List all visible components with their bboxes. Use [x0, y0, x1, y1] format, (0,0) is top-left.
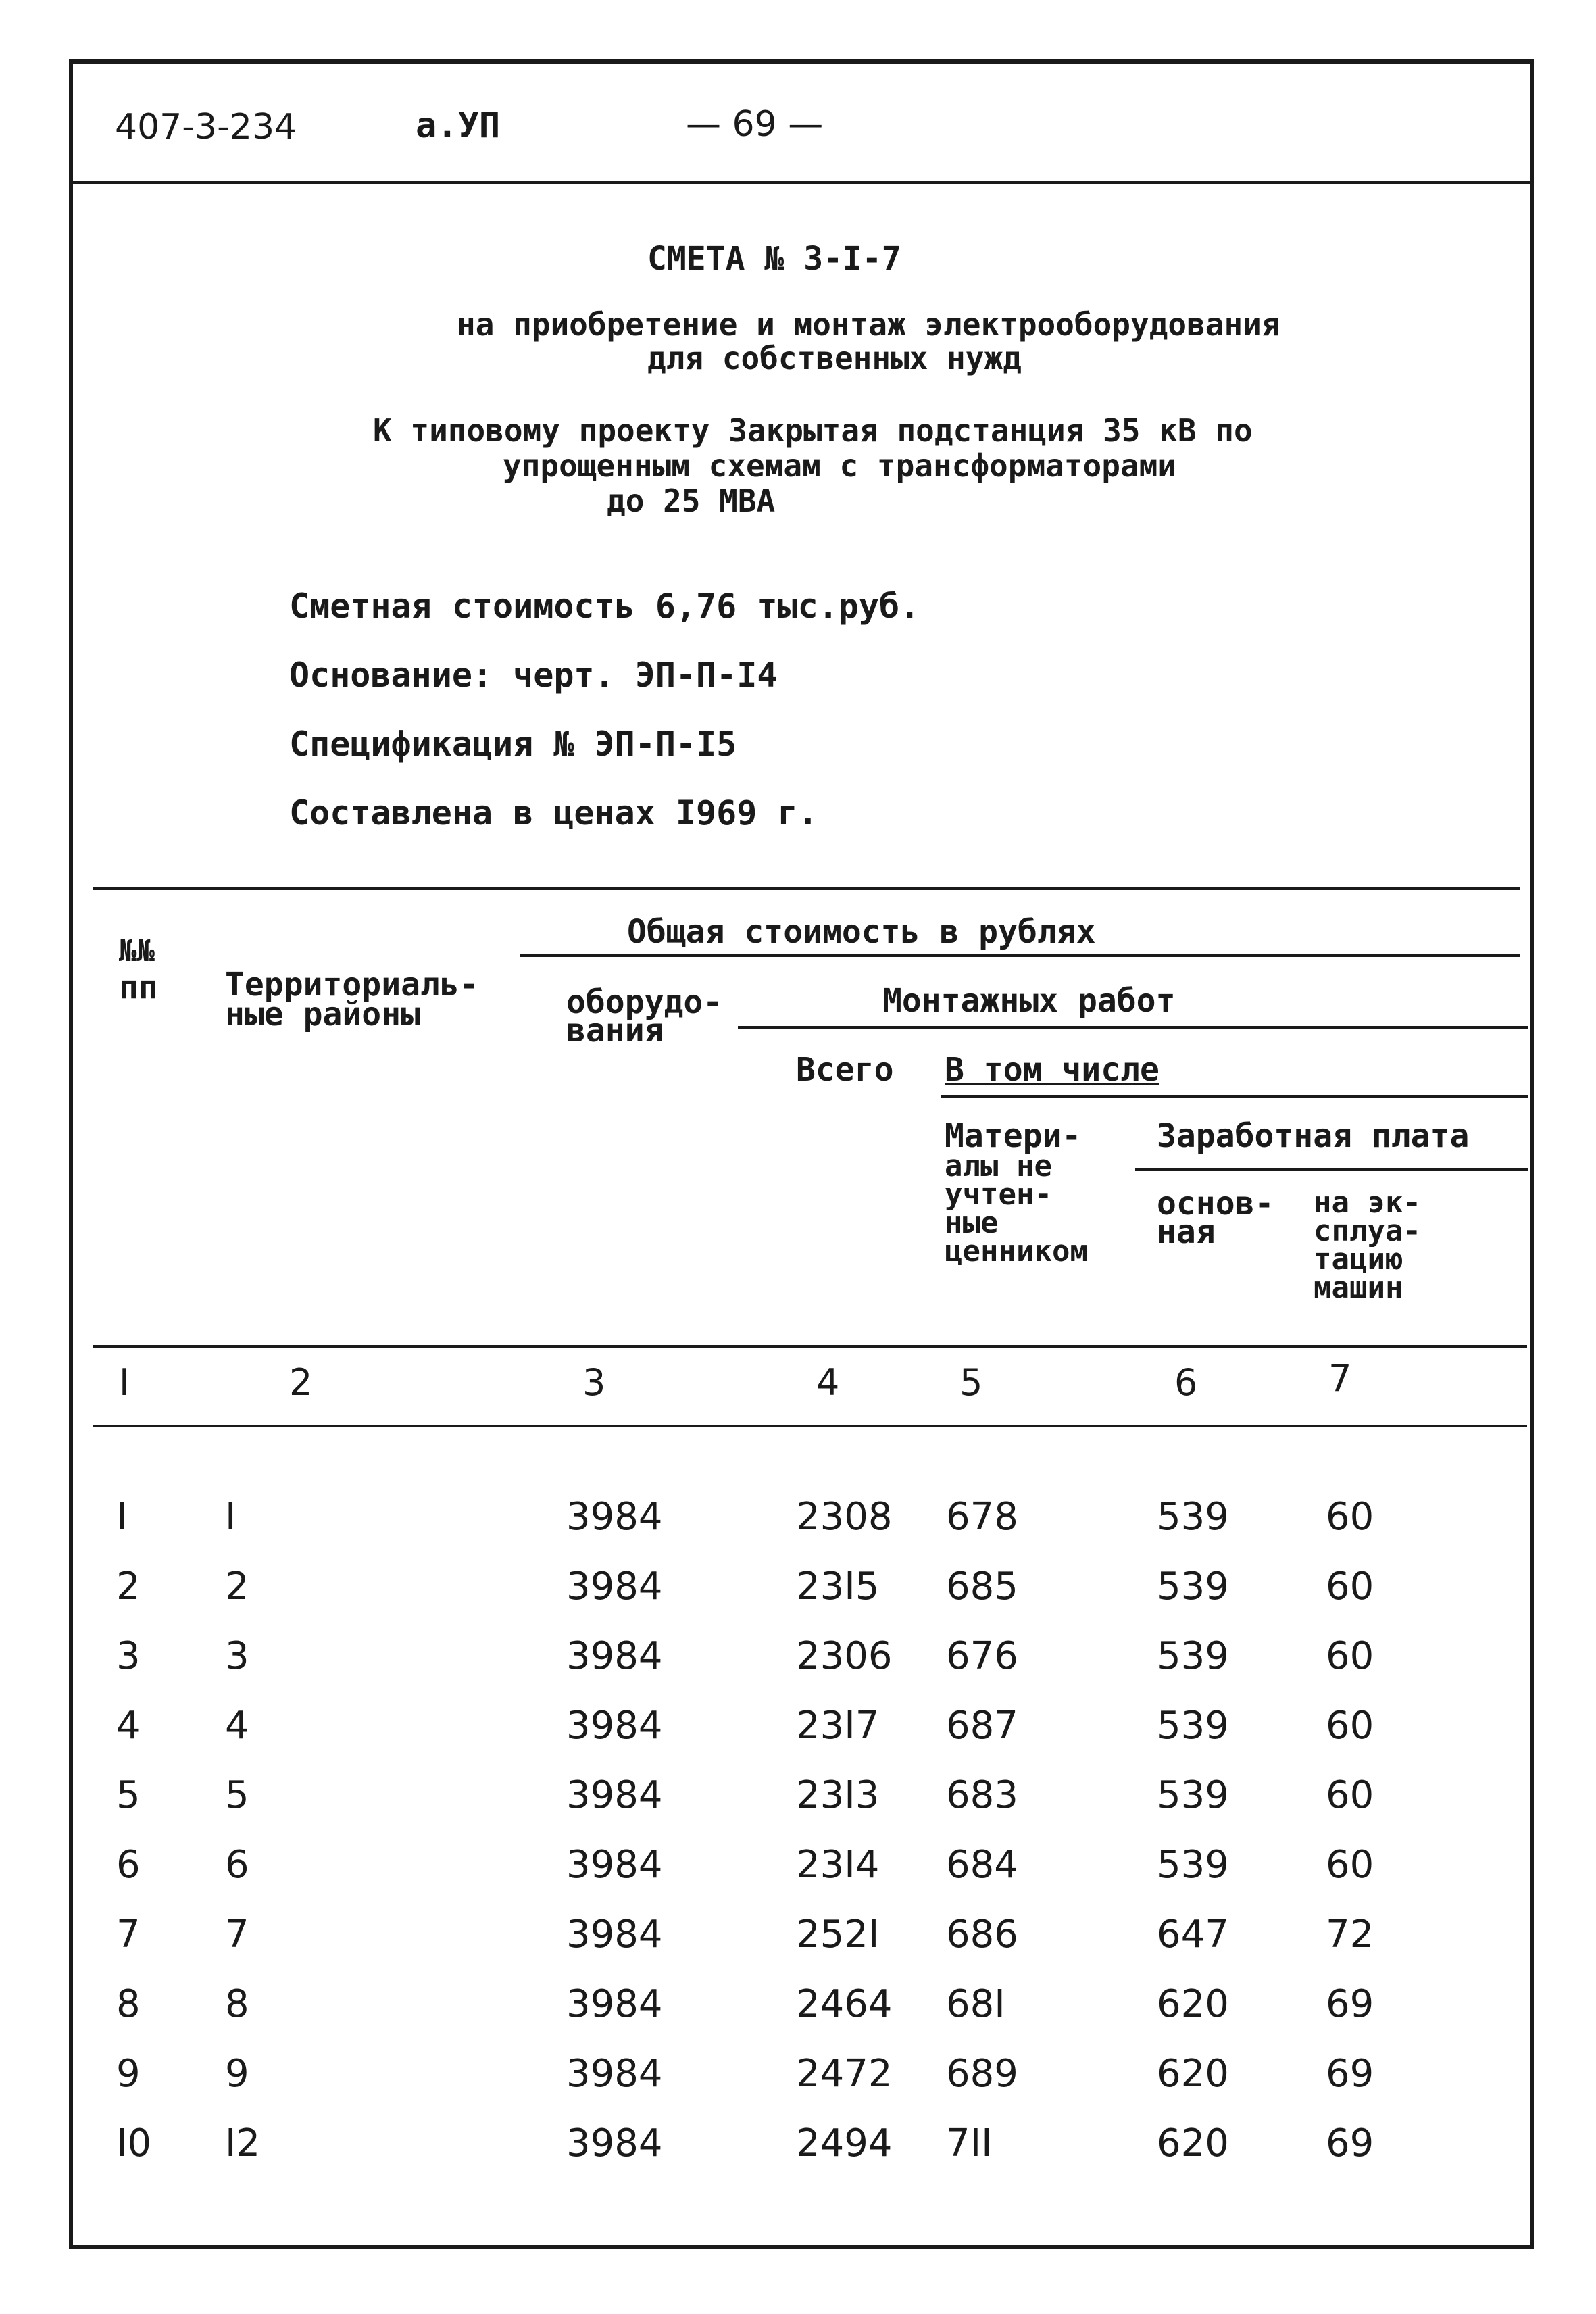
- table-cell: 620: [1157, 2052, 1229, 2096]
- table-cell: 3984: [566, 1495, 663, 1539]
- price-base: Составлена в ценах I969 г.: [289, 793, 818, 833]
- th-num-2: пп: [119, 968, 158, 1006]
- table-cell: 5: [225, 1773, 249, 1817]
- col-number: 2: [289, 1361, 313, 1404]
- specification: Спецификация № ЭП-П-I5: [289, 724, 737, 764]
- table-cell: I2: [225, 2121, 261, 2165]
- table-cell: 2464: [796, 1982, 893, 2026]
- table-cell: 3984: [566, 1565, 663, 1608]
- table-cell: 539: [1157, 1565, 1229, 1608]
- table-cell: 687: [946, 1704, 1018, 1748]
- table-cell: 23I7: [796, 1704, 880, 1748]
- table-cell: 4: [225, 1704, 249, 1748]
- table-cell: 60: [1326, 1495, 1374, 1539]
- table-cell: 4: [116, 1704, 141, 1748]
- table-top-line: [93, 887, 1520, 890]
- table-cell: 2: [225, 1565, 249, 1608]
- col-number: 4: [816, 1361, 840, 1404]
- table-cell: 620: [1157, 1982, 1229, 2026]
- table-cell: 3: [225, 1634, 249, 1678]
- table-cell: 69: [1326, 2052, 1374, 2096]
- table-cell: 23I5: [796, 1565, 880, 1608]
- table-cell: 3984: [566, 1982, 663, 2026]
- table-cell: 2306: [796, 1634, 893, 1678]
- table-cell: 60: [1326, 1565, 1374, 1608]
- table-cell: 7: [225, 1913, 249, 1956]
- table-cell: 6: [116, 1843, 141, 1887]
- th-machines-1: на эк-: [1314, 1185, 1421, 1220]
- table-cell: 3984: [566, 1634, 663, 1678]
- table-cell: 3984: [566, 1773, 663, 1817]
- table-cell: 60: [1326, 1634, 1374, 1678]
- table-cell: 72: [1326, 1913, 1374, 1956]
- th-equipment-2: вания: [566, 1012, 664, 1050]
- th-machines-2: сплуа-: [1314, 1214, 1421, 1248]
- table-cell: 3: [116, 1634, 141, 1678]
- table-cell: 2: [116, 1565, 141, 1608]
- table-cell: 7II: [946, 2121, 993, 2165]
- th-materials-3: учтен-: [945, 1177, 1052, 1212]
- th-materials-5: ценником: [945, 1234, 1088, 1269]
- header-line-wages: [1135, 1168, 1528, 1171]
- project-line-1: К типовому проекту Закрытая подстанция 35 кВ по: [373, 412, 1253, 449]
- table-cell: 686: [946, 1913, 1018, 1956]
- basis-drawing: Основание: черт. ЭП-П-I4: [289, 656, 778, 695]
- th-region-2: ные районы: [225, 995, 420, 1033]
- table-cell: 678: [946, 1495, 1018, 1539]
- th-basic-1: основ-: [1157, 1185, 1274, 1223]
- table-cell: 3984: [566, 1843, 663, 1887]
- album-label: a.УП: [416, 105, 501, 146]
- header-line-install: [738, 1026, 1528, 1029]
- header-line-total: [520, 954, 1520, 957]
- header-bottom-line: [93, 1345, 1527, 1348]
- table-cell: 9: [225, 2052, 249, 2096]
- table-cell: 539: [1157, 1495, 1229, 1539]
- th-machines-3: тацию: [1314, 1242, 1403, 1277]
- table-cell: 684: [946, 1843, 1018, 1887]
- table-cell: 3984: [566, 1704, 663, 1748]
- doc-code: 407-3-234: [115, 107, 297, 147]
- th-machines-4: машин: [1314, 1271, 1403, 1305]
- th-num-1: №№: [119, 934, 155, 968]
- th-total-cost: Общая стоимость в рублях: [627, 913, 1096, 951]
- table-cell: 7: [116, 1913, 141, 1956]
- table-cell: I: [116, 1495, 128, 1539]
- purpose-line-1: на приобретение и монтаж электрооборудования: [457, 306, 1280, 343]
- table-cell: 3984: [566, 2121, 663, 2165]
- table-cell: 620: [1157, 2121, 1229, 2165]
- col-numbers-line: [93, 1425, 1527, 1427]
- col-number: 3: [582, 1361, 606, 1404]
- table-cell: 2494: [796, 2121, 893, 2165]
- th-materials-2: алы не: [945, 1149, 1052, 1183]
- col-number: 6: [1174, 1361, 1198, 1404]
- project-line-2: упрощенным схемам с трансформаторами: [503, 447, 1176, 484]
- table-cell: 69: [1326, 1982, 1374, 2026]
- table-cell: 539: [1157, 1704, 1229, 1748]
- table-cell: 5: [116, 1773, 141, 1817]
- table-cell: 60: [1326, 1843, 1374, 1887]
- table-cell: 6: [225, 1843, 249, 1887]
- table-cell: 539: [1157, 1773, 1229, 1817]
- col-number: 7: [1328, 1357, 1352, 1400]
- purpose-line-2: для собственных нужд: [647, 340, 1022, 376]
- table-cell: 2308: [796, 1495, 893, 1539]
- table-cell: 539: [1157, 1843, 1229, 1887]
- table-cell: 647: [1157, 1913, 1229, 1956]
- table-cell: 23I4: [796, 1843, 880, 1887]
- table-cell: I0: [116, 2121, 152, 2165]
- th-equipment-1: оборудо-: [566, 983, 723, 1021]
- project-line-3: до 25 МВА: [607, 483, 776, 519]
- table-cell: 8: [225, 1982, 249, 2026]
- table-cell: 685: [946, 1565, 1018, 1608]
- th-region-1: Территориаль-: [225, 966, 479, 1004]
- table-cell: 683: [946, 1773, 1018, 1817]
- header-divider: [69, 181, 1534, 184]
- header-line-incl: [941, 1095, 1528, 1098]
- table-cell: 8: [116, 1982, 141, 2026]
- table-cell: 68I: [946, 1982, 1005, 2026]
- table-cell: 3984: [566, 2052, 663, 2096]
- col-number: I: [119, 1361, 130, 1404]
- table-cell: 689: [946, 2052, 1018, 2096]
- th-wages: Заработная плата: [1157, 1117, 1470, 1155]
- table-cell: 69: [1326, 2121, 1374, 2165]
- th-materials-1: Матери-: [945, 1117, 1082, 1155]
- table-cell: 9: [116, 2052, 141, 2096]
- th-basic-2: ная: [1157, 1213, 1216, 1251]
- table-cell: 2472: [796, 2052, 893, 2096]
- estimate-title: СМЕТА № 3-I-7: [647, 240, 901, 278]
- table-cell: 60: [1326, 1773, 1374, 1817]
- table-cell: 60: [1326, 1704, 1374, 1748]
- table-cell: 252I: [796, 1913, 880, 1956]
- th-all: Всего: [796, 1051, 894, 1089]
- th-materials-4: ные: [945, 1206, 999, 1240]
- table-cell: I: [225, 1495, 236, 1539]
- table-cell: 23I3: [796, 1773, 880, 1817]
- estimated-cost: Сметная стоимость 6,76 тыс.руб.: [289, 587, 920, 626]
- table-cell: 539: [1157, 1634, 1229, 1678]
- th-incl: В том числе: [945, 1051, 1159, 1089]
- col-number: 5: [959, 1361, 983, 1404]
- page-number: — 69 —: [686, 104, 824, 145]
- table-cell: 676: [946, 1634, 1018, 1678]
- th-install: Монтажных работ: [882, 982, 1176, 1020]
- table-cell: 3984: [566, 1913, 663, 1956]
